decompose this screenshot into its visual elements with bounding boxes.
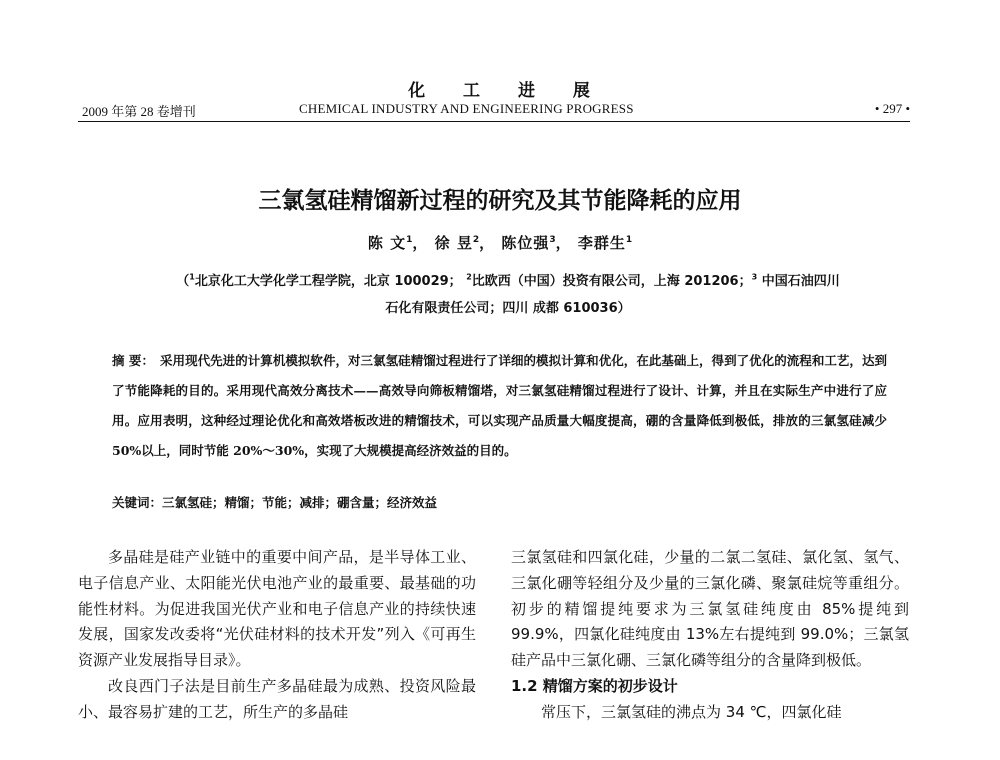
affiliation-line-2: 石化有限责任公司；四川 成都 610036） (385, 301, 631, 316)
paragraph: 常压下，三氯氢硅的沸点为 34 ℃，四氯化硅 (541, 702, 842, 721)
body-column-right (511, 545, 909, 726)
author-name: 陈位强 (501, 234, 550, 252)
author-name: 陈 文 (367, 234, 407, 252)
paragraph: 改良西门子法是目前生产多晶硅最为成熟、投资风险最小、最容易扩建的工艺，所生产的多晶硅 (78, 676, 476, 721)
keywords (112, 493, 887, 511)
article-title: 三氯氢硅精馏新过程的研究及其节能降耗的应用 (258, 188, 742, 214)
keywords-text: 三氯氢硅；精馏；节能；减排；硼含量；经济效益 (162, 495, 438, 510)
affiliation-2: 比欧西（中国）投资有限公司，上海 201206； (471, 274, 752, 289)
affiliation-sup: 1 (189, 272, 195, 282)
author-name: 徐 昱 (434, 234, 473, 252)
running-header (78, 99, 910, 122)
abstract (112, 346, 887, 466)
affiliation-sup: 3 (751, 272, 758, 282)
affiliation-line-1 (108, 270, 908, 289)
affiliation-1: 北京化工大学化学工程学院，北京 100029； (194, 274, 462, 289)
abstract-text: 采用现代先进的计算机模拟软件，对三氯氢硅精馏过程进行了详细的模拟计算和优化，在此基础上，得到了优化的流程和工艺，达到了节能降耗的目的。采用现代高效分离技术——高效导向筛板精馏塔，对三氯氢硅精馏过程进行了设计、计算，并且在实际生产中进行了应用。应用表明，这种经过理论优化和高效塔板改进的精馏技术，可以实现产品质量大幅度提高，硼的含量降低到极低，排放的三氯氢硅减少 50%以上，同时节能 20%～30%，实现了大规模提高经济效益的目的。 (112, 353, 887, 458)
author-list: 陈 文$^1$， 徐 昱$^2$， 陈位强$^3$， 李群生$^1$ (367, 234, 633, 252)
author-name: 李群生 (577, 234, 626, 252)
author-sup: 1 (406, 235, 413, 245)
issue-info: 2009 年第 28 卷增刊 (82, 104, 196, 119)
author-sup: 2 (472, 235, 480, 245)
affiliation-sup: 2 (466, 272, 472, 282)
journal-name-cn: 化 工 进 展 (408, 81, 592, 101)
keywords-label: 关键词： (112, 495, 163, 510)
body-column-left (78, 545, 476, 726)
affiliation-3a: 中国石油四川 (757, 274, 840, 289)
affiliation-open-paren: （ (176, 274, 190, 289)
page-number: • 297 • (874, 101, 910, 116)
paragraph: 多晶硅是硅产业链中的重要中间产品，是半导体工业、电子信息产业、太阳能光伏电池产业的最重要、最基础的功能性材料。为促进我国光伏产业和电子信息产业的持续快速发展，国家发改委将“光伏硅材料的技术开发”列入《可再生资源产业发展指导目录》。 (78, 548, 476, 670)
abstract-label: 摘 要： (112, 353, 154, 368)
section-heading: 1.2 精馏方案的初步设计 (511, 676, 678, 695)
paragraph: 三氯氢硅和四氯化硅，少量的二氯二氢硅、氯化氢、氢气、三氯化硼等轻组分及少量的三氯化磷、聚氯硅烷等重组分。初步的精馏提纯要求为三氯氢硅纯度由 85%提纯到 99.9%，四氯化硅纯度由 13%左右提纯到 99.0%；三氯氢硅产品中三氯化硼、三氯化磷等组分的含量降到极低。 (511, 548, 909, 670)
author-sup: 3 (549, 235, 556, 245)
author-sup: 1 (625, 235, 633, 245)
journal-name-en: CHEMICAL INDUSTRY AND ENGINEERING PROGRESS (299, 101, 634, 116)
